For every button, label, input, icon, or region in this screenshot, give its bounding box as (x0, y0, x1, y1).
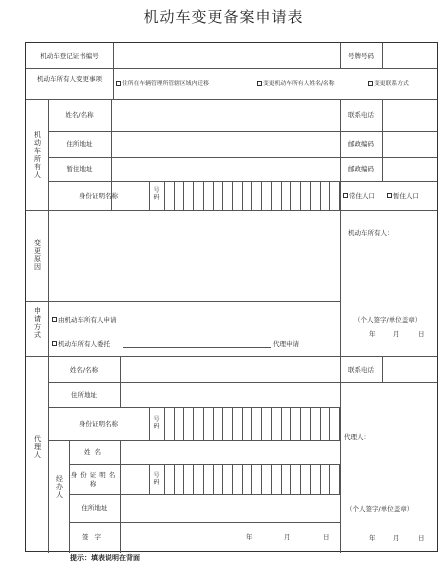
checkbox-move-address[interactable] (116, 81, 121, 86)
postcode1-label: 邮政编码 (348, 140, 374, 148)
owner-section-label: 机动车所有人 (34, 131, 41, 179)
row-divider (48, 131, 437, 132)
opt-change-contact: 变更联系方式 (374, 81, 409, 87)
agent-phone-label: 联系电话 (348, 366, 374, 374)
row-divider (48, 157, 437, 158)
agent-id-no-label: 号码 (153, 416, 160, 430)
agent-sign-note: （个人签字/单位盖章） (346, 505, 414, 513)
handler-name-label: 姓名 (84, 448, 105, 456)
agent-id-number-cells[interactable] (164, 407, 340, 440)
row-divider (26, 301, 340, 302)
row-divider (69, 522, 340, 523)
row-divider (26, 68, 437, 69)
opt-move-address: 住所在车辆管理所管辖区域内迁移 (122, 81, 209, 87)
row-divider (26, 356, 437, 357)
reason-section-label: 变更原因 (34, 239, 41, 271)
agent-name-blank[interactable] (123, 347, 271, 348)
row-divider (48, 382, 437, 383)
owner-temp-address-label: 暂住地址 (66, 165, 93, 173)
owner-id-type-label: 身份证明名称 (79, 192, 118, 200)
handler-sign-year: 年 (246, 533, 253, 541)
col-divider (340, 356, 341, 553)
agent-sign-month: 月 (393, 534, 400, 542)
agent-sign-day: 日 (418, 534, 425, 542)
reason-field[interactable] (49, 211, 339, 300)
checkbox-resident[interactable] (343, 193, 348, 198)
owner-sign-note: （个人签字/单位盖章） (354, 316, 422, 324)
col-divider (382, 356, 383, 382)
handler-id-no-label: 号码 (153, 472, 160, 486)
checkbox-owner-apply[interactable] (52, 317, 57, 322)
owner-id-number-cells[interactable] (164, 181, 340, 210)
col-divider (149, 181, 150, 210)
owner-id-no-label: 号码 (153, 187, 160, 201)
footer-note: 提示：填表说明在背面 (70, 554, 140, 562)
plate-field[interactable] (383, 45, 435, 66)
row-divider (69, 494, 340, 495)
application-form (25, 42, 438, 552)
col-divider (149, 407, 150, 440)
resident-label: 常住人口 (349, 192, 375, 200)
owner-sign-month: 月 (393, 330, 400, 338)
owner-name-label: 姓名/名称 (65, 111, 94, 119)
col-divider (113, 68, 114, 99)
agent-id-type-label: 身份证明名称 (79, 420, 118, 428)
col-divider (120, 522, 121, 553)
reg-no-label: 机动车登记证书编号 (40, 52, 99, 60)
owner-apply-label: 由机动车所有人申请 (58, 316, 117, 324)
col-divider (340, 210, 341, 356)
agent-name-label: 姓名/名称 (69, 366, 99, 374)
handler-sign-day: 日 (323, 533, 330, 541)
agent-sign-label: 代理人： (344, 433, 370, 441)
handler-sign-month: 月 (284, 533, 291, 541)
row-divider (48, 440, 340, 441)
owner-address-label: 住所地址 (66, 140, 93, 148)
col-divider (149, 464, 150, 494)
opt-change-name: 变更机动车所有人姓名/名称 (263, 81, 335, 87)
change-item-label: 机动车所有人变更事项 (37, 75, 102, 83)
entrust-suffix: 代理申请 (273, 340, 299, 348)
owner-sign-year: 年 (369, 330, 376, 338)
checkbox-entrust-agent[interactable] (52, 341, 57, 346)
agent-address-label: 住所地址 (71, 391, 97, 399)
col-divider (120, 440, 121, 522)
postcode2-label: 邮政编码 (348, 165, 374, 173)
row-divider (26, 99, 437, 100)
handler-id-type-label: 身份证明名称 (70, 471, 119, 488)
checkbox-change-contact[interactable] (368, 81, 373, 86)
reason-owner-label: 机动车所有人： (348, 229, 394, 237)
handler-section-label: 经办人 (56, 475, 63, 499)
checkbox-change-name[interactable] (257, 81, 262, 86)
col-divider (120, 356, 121, 407)
handler-address-label: 住所地址 (81, 504, 108, 512)
handler-id-number-cells[interactable] (164, 464, 340, 494)
plate-label: 号牌号码 (348, 52, 374, 60)
col-divider (382, 99, 383, 181)
owner-phone-label: 联系电话 (348, 111, 374, 119)
method-section-label: 申请方式 (34, 307, 41, 339)
agent-sign-year: 年 (369, 534, 376, 542)
checkbox-temp[interactable] (387, 193, 392, 198)
form-title: 机动车变更备案申请表 (143, 8, 304, 26)
handler-sign-label: 签字 (82, 533, 107, 541)
entrust-prefix: 机动车所有人委托 (58, 340, 110, 348)
owner-sign-day: 日 (418, 330, 425, 338)
col-divider (48, 356, 49, 553)
temp-label: 暂住人口 (393, 192, 419, 200)
agent-section-label: 代理人 (34, 435, 41, 459)
